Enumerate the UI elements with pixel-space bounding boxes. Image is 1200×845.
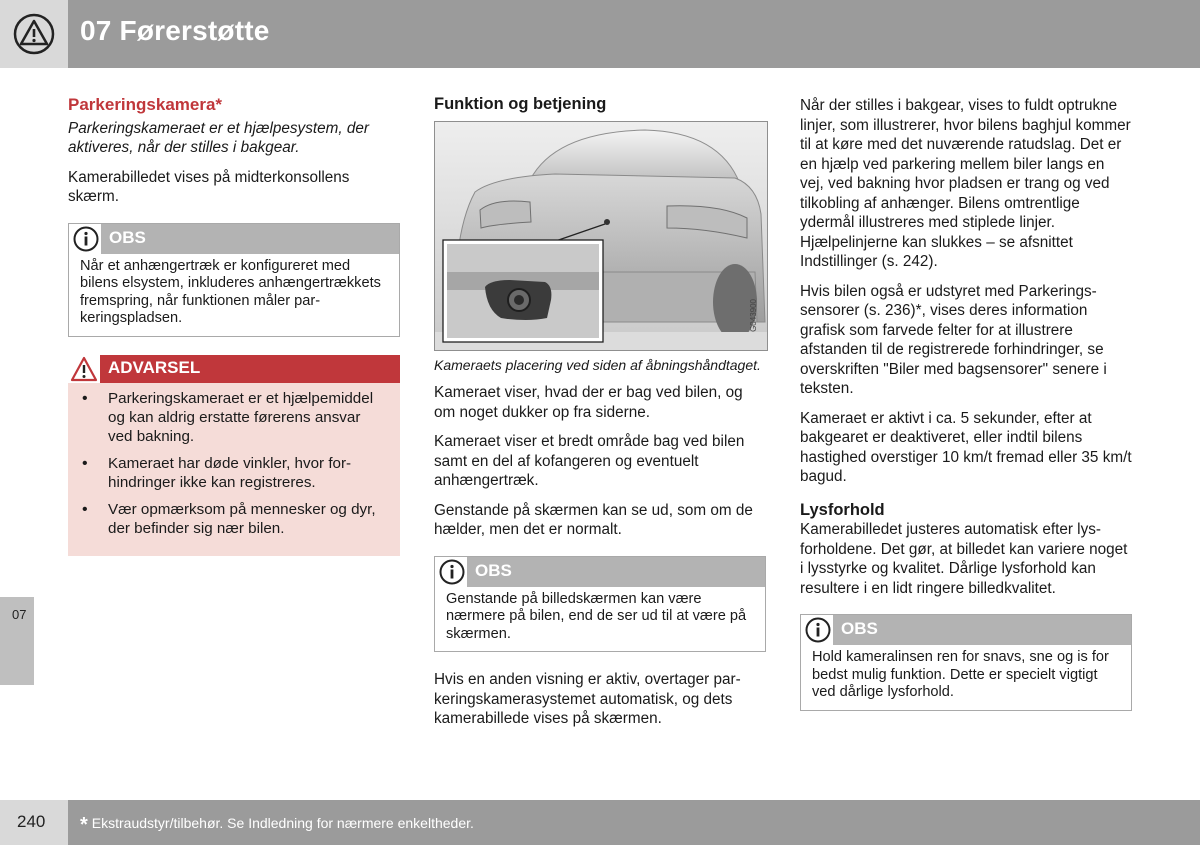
body-paragraph: Kameraet er aktivt i ca. 5 sekunder, efter at bakgearet er deaktiveret, eller indtil bilens hastighed overstiger 10 km/t fremad eller 35 km/t bagud. <box>800 409 1132 485</box>
warning-triangle-icon <box>12 12 56 56</box>
figure-code: G043900 <box>748 298 758 332</box>
note-label: OBS <box>475 560 512 580</box>
intro-text: Parkeringskameraet er et hjælpesystem, der aktiveres, når der stilles i bakgear. <box>68 119 369 156</box>
page-number-box <box>0 800 68 845</box>
body-paragraph: Når der stilles i bakgear, vises to fuldt optrukne linjer, som illustrerer, hvor bilens baghjul kommer til at køre med det nuværende ratudslag. Det er en hjælp ved parkering mellem biler langs en vej, ved bakning hvor pladsen er trang og ved tilkobling af anhænger. Bilens omtrentlige ydermål illustreres med stiplede linjer. Hjælpelinjerne kan slukkes – se afsnittet Indstillinger (s. 242). <box>800 97 1131 270</box>
list-item: • Vær opmærksom på mennesker og dyr, der befinder sig nær bilen. <box>82 500 386 538</box>
warning-icon-wrap <box>68 355 100 383</box>
note-text: Når et anhængertræk er konfigureret med bilens elsystem, inkluderes anhængertrækkets fremspring, når funktionen måler parkeringspladsen. <box>80 257 381 326</box>
header-icon-box <box>0 0 68 68</box>
chapter-title: 07 Førerstøtte <box>80 15 270 46</box>
note-header <box>435 557 765 587</box>
warning-label: ADVARSEL <box>108 357 201 377</box>
body-paragraph: Kamerabilledet justeres automatisk efter lysforholdene. Det gør, at billedet kan variere noget i lysstyrke og kvalitet. Dårlige lysforhold kan resultere i en lidt ringere billedkvalitet. <box>800 521 1128 597</box>
body-paragraph: Genstande på skærmen kan se ud, som om de hælder, men det er normalt. <box>434 501 753 538</box>
note-header <box>69 224 399 254</box>
warning-list <box>82 389 386 538</box>
note-box <box>68 223 400 337</box>
note-icon-wrap <box>435 557 467 587</box>
warning-body <box>68 383 400 556</box>
body-paragraph: Kamerabilledet vises på midterkonsollens skærm. <box>68 168 350 205</box>
footer-note <box>80 814 474 837</box>
info-icon <box>73 226 99 252</box>
column-2 <box>434 95 766 739</box>
subsection-title: Lysforhold <box>800 500 885 519</box>
info-icon <box>805 617 831 643</box>
footer-bar <box>0 800 1200 845</box>
page-number: 240 <box>17 812 46 831</box>
camera-location-figure <box>434 121 768 351</box>
list-item: • Parkeringskameraet er et hjælpemiddel og kan aldrig erstatte førerens ansvar ved bakning. <box>82 389 386 446</box>
chapter-side-tab <box>0 597 34 685</box>
note-label: OBS <box>109 227 146 247</box>
section-title: Funktion og betjening <box>434 95 607 113</box>
car-rear-illustration <box>435 122 767 350</box>
note-box <box>800 614 1132 711</box>
footer-note-text: Ekstraudstyr/tilbehør. Se Indledning for nærmere enkeltheder. <box>91 815 474 831</box>
note-box <box>434 556 766 653</box>
body-paragraph: Kameraet viser, hvad der er bag ved bilen, og om noget dukker op fra siderne. <box>434 384 743 421</box>
column-1 <box>68 95 400 556</box>
warning-header <box>68 355 400 383</box>
column-3 <box>800 96 1132 721</box>
list-item: • Kameraet har døde vinkler, hvor forhindringer ikke kan registreres. <box>82 454 386 492</box>
info-icon <box>439 559 465 585</box>
note-icon-wrap <box>69 224 101 254</box>
figure-caption: Kameraets placering ved siden af åbningshåndtaget. <box>434 356 761 373</box>
body-paragraph: Kameraet viser et bredt område bag ved bilen samt en del af kofangeren og eventuelt anhængertræk. <box>434 433 745 489</box>
note-icon-wrap <box>801 615 833 645</box>
asterisk-mark: * <box>80 814 88 836</box>
note-text: Genstande på billedskærmen kan være nærmere på bilen, end de ser ud til at være på skærmen. <box>446 590 747 642</box>
note-label: OBS <box>841 619 878 638</box>
body-paragraph: Hvis bilen også er udstyret med Parkeringssensorer (s. 236)*, vises deres information grafisk som farvede felter for at illustrere afstanden til de registrerede forhindringer, se overskriften "Biler med bagsensorer" senere i teksten. <box>800 282 1107 397</box>
warning-icon <box>70 356 98 382</box>
note-text: Hold kameralinsen ren for snavs, sne og is for bedst mulig funktion. Dette er specielt vigtigt ved dårlige lysforhold. <box>812 649 1109 700</box>
chapter-tab-label: 07 <box>12 607 27 622</box>
section-title: Parkeringskamera* <box>68 95 223 114</box>
warning-box <box>68 355 400 556</box>
body-paragraph: Hvis en anden visning er aktiv, overtager parkeringskamerasystemet automatisk, og dets kamerabillede vises på skærmen. <box>434 671 741 727</box>
header-bar <box>0 0 1200 68</box>
note-header <box>801 615 1131 645</box>
